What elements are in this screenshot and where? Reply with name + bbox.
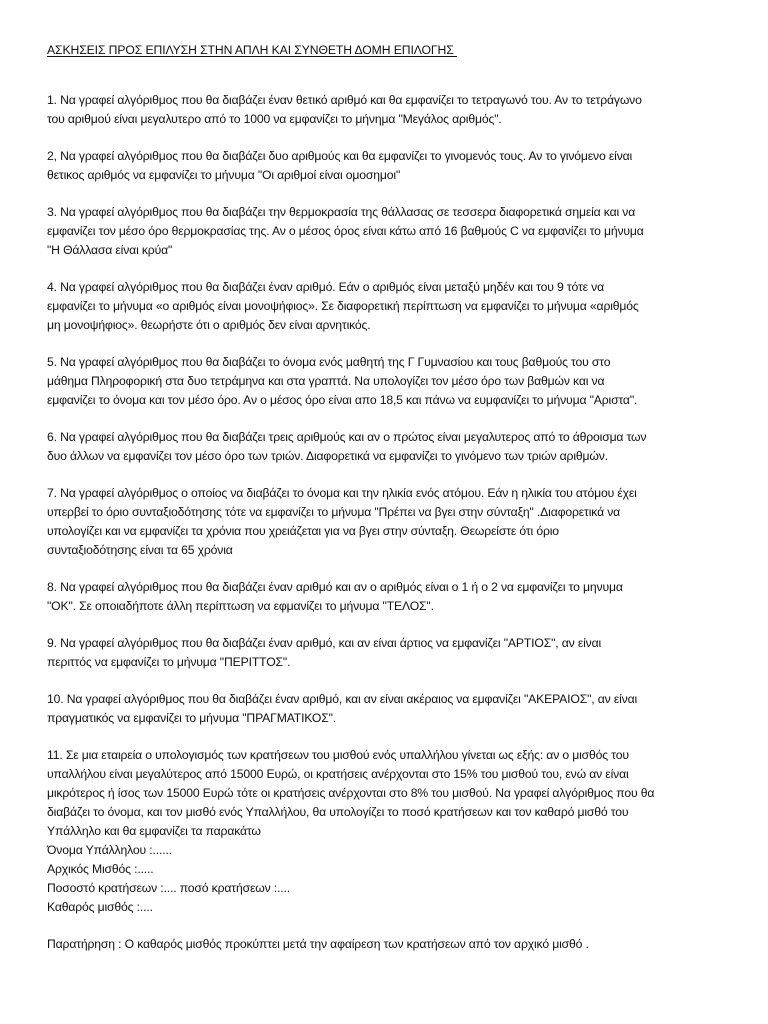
text-line: εμφανίζει τον μέσο όρο θερμοκρασίας της. Αν ο μέσος όρος είναι κάτω από 16 βαθμούς C να εμφανίζει το μήνυμα (47, 224, 644, 238)
exercise-7 (47, 484, 722, 560)
text-line: μικρότερος ή ίσος των 15000 Ευρώ τότε οι κρατήσεις ανέρχονται στο 8% του μισθού. Να γραφεί αλγόριθμος που θα (47, 786, 655, 800)
text-line: 8. Να γραφεί αλγόριθμος που θα διαβάζει έναν αριθμό και αν ο αριθμός είναι ο 1 ή ο 2 να εμφανίζει το μηνυμα (47, 580, 623, 594)
form-line-employee-name: Όνομα Υπάλληλου :...... (47, 843, 172, 857)
text-line: θετικος αριθμός να εμφανίζει το μήνυμα "Οι αριθμοί είναι ομοσημοι" (47, 168, 401, 182)
text-line: 3. Να γραφεί αλγόριθμος που θα διαβάζει την θερμοκρασία της θάλλασας σε τεσσερα διαφορετικά σημεία και να (47, 205, 636, 219)
exercise-2 (47, 147, 722, 185)
form-line-deductions: Ποσοστό κρατήσεων :.... ποσό κρατήσεων :.... (47, 881, 290, 895)
exercise-text (47, 578, 722, 616)
text-line: "Η Θάλλασα είναι κρύα" (47, 243, 173, 257)
exercise-text (47, 203, 722, 260)
form-line-net-salary: Καθαρός μισθός :.... (47, 900, 153, 914)
text-line: 6. Να γραφεί αλγόριθμος που θα διαβάζει τρεις αριθμούς και αν ο πρώτος είναι μεγαλυτερος από το άθροισμα των (47, 430, 647, 444)
exercise-9 (47, 634, 722, 672)
exercise-text (47, 484, 722, 560)
exercise-text (47, 147, 722, 185)
document-title: ΑΣΚΗΣΕΙΣ ΠΡΟΣ ΕΠΙΛΥΣΗ ΣΤΗΝ ΑΠΛΗ ΚΑΙ ΣΥΝΘΕΤΗ ΔΟΜΗ ΕΠΙΛΟΓΗΣ (47, 43, 457, 57)
text-line: υπερβεί το όριο συνταξιοδότησης τότε να εμφανίζει το μήνυμα "Πρέπει να βγει στην σύνταξη" .Διαφορετικά να (47, 505, 621, 519)
exercise-text (47, 353, 722, 410)
exercise-10 (47, 690, 722, 728)
text-line: υπολογίζει και να εμφανίζει τα χρόνια που χρειάζεται για να βγει στην σύνταξη. Θεωρείστε ότι όριο (47, 524, 559, 538)
exercise-text (47, 428, 722, 466)
exercise-11 (47, 746, 722, 917)
exercise-4 (47, 278, 722, 335)
exercise-text (47, 278, 722, 335)
text-line: 5. Να γραφεί αλγόριθμος που θα διαβάζει το όνομα ενός μαθητή της Γ Γυμνασίου και τους βαθμούς του στο (47, 355, 611, 369)
exercise-5 (47, 353, 722, 410)
text-line: μάθημα Πληροφορική στα δυο τετράμηνα και στα γραπτά. Να υπολογίζει τον μέσο όρο των βαθμών και να (47, 374, 605, 388)
note: Παρατήρηση : Ο καθαρός μισθός προκύπτει μετά την αφαίρεση των κρατήσεων από τον αρχικό μισθό . (47, 937, 589, 951)
text-line: 2, Να γραφεί αλγόριθμος που θα διαβάζει δυο αριθμούς και θα εμφανίζει το γινομενός τους. Αν το γινόμενο είναι (47, 149, 633, 163)
text-line: πραγματικός να εμφανίζει το μήνυμα "ΠΡΑΓΜΑΤΙΚΟΣ". (47, 711, 337, 725)
text-line: 7. Να γραφεί αλγόριθμος ο οποίος να διαβάζει το όνομα και την ηλικία ενός ατόμου. Εάν η ηλικία του ατόμου έχει (47, 486, 637, 500)
text-line: διαβάζει το όνομα, και τον μισθό ενός Υπαλλήλου, θα υπολογίζει το ποσό κρατήσεων και τον καθαρό μισθό του (47, 805, 629, 819)
exercise-6 (47, 428, 722, 466)
text-line: "ΟΚ". Σε οποιαδήποτε άλλη περίπτωση να εφμανίζει το μήνυμα "ΤΕΛΟΣ". (47, 599, 434, 613)
text-line: 9. Να γραφεί αλγόριθμος που θα διαβάζει έναν αριθμό, και αν είναι άρτιος να εμφανίζει "ΑΡΤΙΟΣ", αν είναι (47, 636, 602, 650)
exercise-text (47, 91, 722, 129)
text-line: 1. Να γραφεί αλγόριθμος που θα διαβάζει έναν θετικό αριθμό και θα εμφανίζει το τετραγωνό του. Αν το τετράγωνο (47, 93, 642, 107)
exercise-8 (47, 578, 722, 616)
exercise-3 (47, 203, 722, 260)
text-line: Υπάλληλο και θα εμφανίζει τα παρακάτω (47, 824, 261, 838)
exercise-1 (47, 91, 722, 129)
text-line: 4. Να γραφεί αλγόριθμος που θα διαβάζει έναν αριθμό. Εάν ο αριθμός είναι μεταξύ μηδέν και του 9 τότε να (47, 280, 604, 294)
text-line: συνταξιοδότησης είναι τα 65 χρόνια (47, 543, 233, 557)
exercise-text (47, 634, 722, 672)
text-line: 11. Σε μια εταιρεία ο υπολογισμός των κρατήσεων του μισθού ενός υπαλλήλου γίνεται ως εξής: αν ο μισθός του (47, 748, 629, 762)
exercise-list (47, 91, 722, 917)
output-form (47, 841, 722, 917)
text-line: εμφανίζει το μήνυμα «ο αριθμός είναι μονοψήφιος». Σε διαφορετική περίπτωση να εμφανίζει το μήνυμα «αριθμός (47, 299, 639, 313)
text-line: 10. Να γραφεί αλγόριθμος που θα διαβάζει έναν αριθμό, και αν είναι ακέραιος να εμφανίζει "ΑΚΕΡΑΙΟΣ", αν είναι (47, 692, 638, 706)
exercise-text (47, 746, 722, 841)
text-line: δυο άλλων να εμφανίζει τον μέσο όρο των τριών. Διαφορετικά να εμφανίζει το γινόμενο των τριών αριθμών. (47, 449, 608, 463)
text-line: περιττός να εμφανίζει το μήνυμα "ΠΕΡΙΤΤΟΣ". (47, 655, 291, 669)
exercise-text (47, 690, 722, 728)
form-line-initial-salary: Αρχικός Μισθός :..... (47, 862, 154, 876)
text-line: εμφανίζει το όνομα και τον μέσο όρο. Αν ο μέσος όρο είναι απο 18,5 και πάνω να ευμφανίζει το μήνυμα "Αριστα". (47, 393, 638, 407)
text-line: μη μονοψήφιος». θεωρήστε ότι ο αριθμός δεν είναι αρνητικός. (47, 318, 371, 332)
text-line: του αριθμού είναι μεγαλυτερο από το 1000 να εμφανίζει το μήνημα "Μεγάλος αριθμός". (47, 112, 502, 126)
text-line: υπαλλήλου είναι μεγαλύτερος από 15000 Ευρώ, οι κρατήσεις ανέρχονται στο 15% του μισθού του, ενώ αν είναι (47, 767, 629, 781)
